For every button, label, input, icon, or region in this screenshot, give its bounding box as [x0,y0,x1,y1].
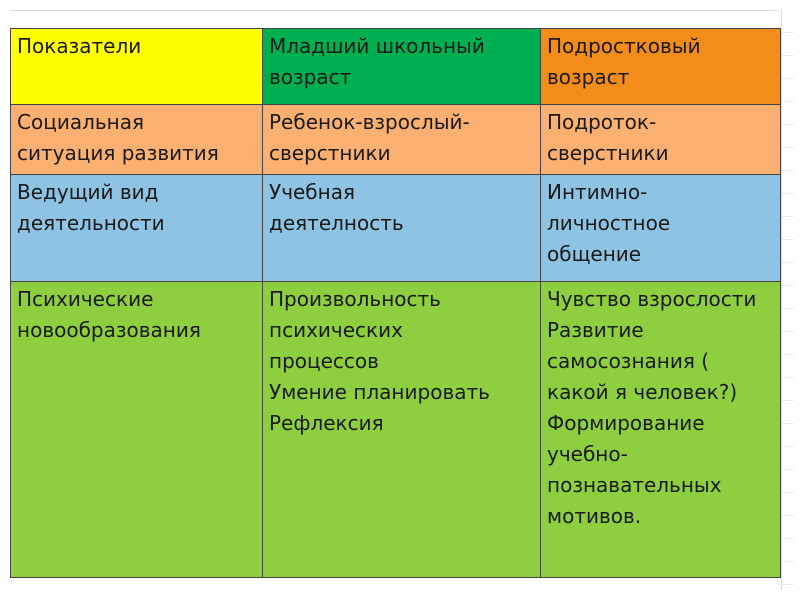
cell-line: сверстники [269,141,391,165]
row-label-social-situation [11,105,263,175]
cell-line: новообразования [17,318,201,342]
cell-neo-adolescent [541,282,781,578]
cell-line: Формирование [547,411,705,435]
cell-activity-junior [263,175,541,282]
cell-line: деятелность [269,211,404,235]
cell-line: Социальная [17,110,145,134]
cell-line: Показатели [17,34,142,58]
table-row-leading-activity [11,175,781,282]
table-row-mental-neoformations [11,282,781,578]
cell-line: Психические [17,287,154,311]
cell-line: Подростковый [547,34,701,58]
cell-line: общение [547,242,642,266]
cell-line: Подроток- [547,110,657,134]
frame-line-top [10,10,782,11]
cell-line: ситуация развития [17,141,219,165]
table-row-social-situation [11,105,781,175]
cell-line: личностное [547,211,671,235]
cell-line: Чувство взрослости [547,287,757,311]
cell-social-junior [263,105,541,175]
cell-line: Интимно- [547,180,648,204]
cell-line: Развитие [547,318,644,342]
cell-line: Рефлексия [269,411,384,435]
cell-line: Ребенок-взрослый- [269,110,470,134]
header-junior-school-age [263,29,541,105]
cell-line: психических [269,318,403,342]
comparison-table [10,28,781,578]
header-indicators [11,29,263,105]
table-header-row [11,29,781,105]
cell-line: сверстники [547,141,669,165]
cell-line: какой я человек?) [547,380,738,404]
cell-line: Ведущий вид [17,180,159,204]
cell-line: процессов [269,349,379,373]
cell-line: учебно- [547,442,628,466]
cell-line: познавательных [547,473,722,497]
cell-line: Умение планировать [269,380,490,404]
cell-neo-junior [263,282,541,578]
row-label-leading-activity [11,175,263,282]
cell-line: деятельности [17,211,165,235]
cell-line: самосознания ( [547,349,710,373]
cell-line: мотивов. [547,504,642,528]
cell-social-adolescent [541,105,781,175]
cell-activity-adolescent [541,175,781,282]
cell-line: возраст [269,65,352,89]
frame-line-right [781,10,782,590]
cell-line: Произвольность [269,287,441,311]
header-adolescent-age [541,29,781,105]
cell-line: Учебная [269,180,356,204]
row-label-mental-neoformations [11,282,263,578]
cell-line: возраст [547,65,630,89]
cell-line: Младший школьный [269,34,485,58]
